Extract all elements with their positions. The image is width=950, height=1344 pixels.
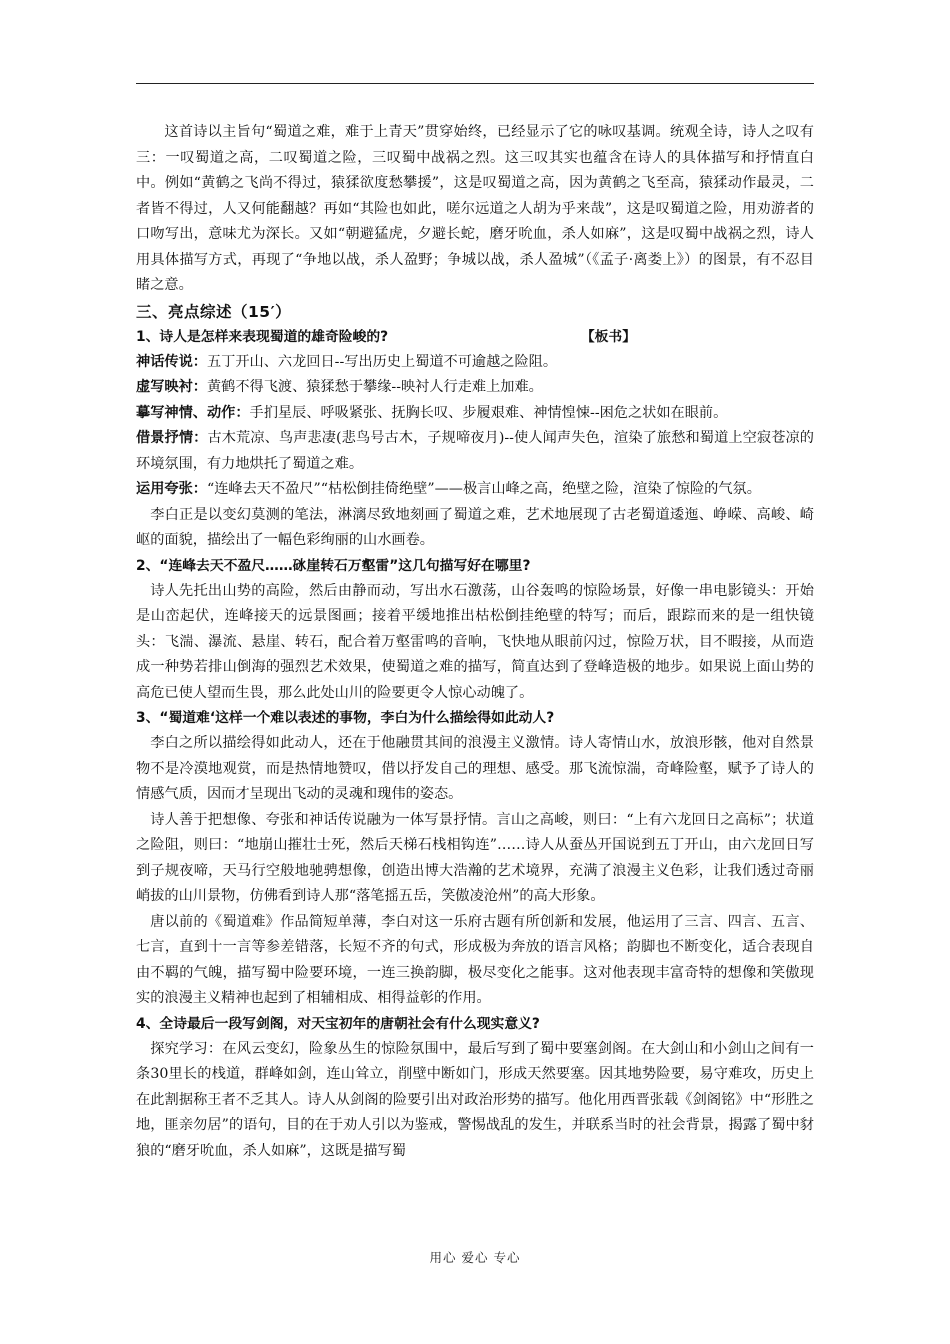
board-tag: 【板书】 — [580, 328, 636, 345]
q2-answer: 诗人先托出山势的高险，然后由静而动，写出水石激荡，山谷轰鸣的惊险场景，好像一串电影镜头：开始是山峦起伏，连峰接天的远景图画；接着平缓地推出枯松倒挂绝壁的特写；而后，跟踪而来的是一组快镜头：飞湍、瀑流、悬崖、转石，配合着万壑雷鸣的音响，飞快地从眼前闪过，惊险万状，目不暇接，从而造成一种势若排山倒海的强烈艺术效果，使蜀道之难的描写，简直达到了登峰造极的地步。如果说上面山势的高危已使人望而生畏，那么此处山川的险要更令人惊心动魄了。 — [136, 582, 814, 701]
q1-summary: 李白正是以变幻莫测的笔法，淋漓尽致地刻画了蜀道之难，艺术地展现了古老蜀道逶迤、峥嵘、高峻、崎岖的面貌，描绘出了一幅色彩绚丽的山水画卷。 — [136, 506, 814, 548]
q1-item-label: 摹写神情、动作 — [136, 404, 236, 421]
header-rule — [136, 83, 814, 84]
q1-item-text: 五丁开山、六龙回日--写出历史上蜀道不可逾越之险阻。 — [206, 353, 558, 370]
q1-item-exaggeration: 运用夸张：“连峰去天不盈尺”“枯松倒挂倚绝壁”——极言山峰之高，绝壁之险，渲染了惊险的气氛。 — [136, 481, 761, 497]
q1-item-scenery: 借景抒情：古木荒凉、鸟声悲凄(悲鸟号古木，子规啼夜月)--使人闻声失色，渲染了旅愁和蜀道上空寂苍凉的环境氛围，有力地烘托了蜀道之难。 — [136, 430, 814, 472]
question-4-title: 4、全诗最后一段写剑阁，对天宝初年的唐朝社会有什么现实意义? — [136, 1015, 540, 1032]
q3-answer-3: 唐以前的《蜀道难》作品简短单薄，李白对这一乐府古题有所创新和发展，他运用了三言、四言、五言、七言，直到十一言等参差错落，长短不齐的句式，形成极为奔放的语言风格；韵脚也不断变化，适合表现自由不羁的气魄，描写蜀中险要环境，一连三换韵脚，极尽变化之能事。这对他表现丰富奇特的想像和笑傲现实的浪漫主义精神也起到了相辅相成、相得益彰的作用。 — [136, 913, 814, 1006]
q3-answer-1: 李白之所以描绘得如此动人，还在于他融贯其间的浪漫主义激情。诗人寄情山水，放浪形骸，他对自然景物不是冷漠地观赏，而是热情地赞叹，借以抒发自己的理想、感受。那飞流惊湍，奇峰险壑，赋予了诗人的情感气质，因而才呈现出飞动的灵魂和瑰伟的姿态。 — [136, 735, 814, 802]
q1-item-label: 神话传说 — [136, 353, 193, 370]
q1-item-label: 借景抒情 — [136, 430, 194, 446]
q1-item-contrast: 虚写映衬：黄鹤不得飞渡、猿猱愁于攀缘--映衬人行走难上加难。 — [136, 379, 543, 395]
q1-item-label: 运用夸张 — [136, 481, 193, 497]
question-1-title — [136, 325, 814, 350]
question-2-title: 2、“连峰去天不盈尺……砯崖转石万壑雷”这几句描写好在哪里? — [136, 557, 531, 574]
question-3-title: 3、“蜀道难‘这样一个难以表述的事物，李白为什么描绘得如此动人? — [136, 710, 555, 726]
q1-item-text: 黄鹤不得飞渡、猿猱愁于攀缘--映衬人行走难上加难。 — [206, 379, 543, 395]
section-title: 三、亮点综述（15′） — [136, 302, 292, 321]
question-1-text: 1、诗人是怎样来表现蜀道的雄奇险峻的? — [136, 328, 389, 345]
document-body — [136, 120, 814, 1164]
q1-item-label: 虚写映衬 — [136, 379, 193, 395]
q1-item-myth: 神话传说：五丁开山、六龙回日--写出历史上蜀道不可逾越之险阻。 — [136, 353, 558, 370]
intro-paragraph: 这首诗以主旨句“蜀道之难，难于上青天”贯穿始终，已经显示了它的咏叹基调。统观全诗，诗人之叹有三：一叹蜀道之高，二叹蜀道之险，三叹蜀中战祸之烈。这三叹其实也蕴含在诗人的具体描写和抒情直白中。例如“黄鹤之飞尚不得过，猿猱欲度愁攀援”，这是叹蜀道之高，因为黄鹤之飞至高，猿猱动作最灵，二者皆不得过，人又何能翻越？再如“其险也如此，嗟尔远道之人胡为乎来哉”，这是叹蜀道之险，用劝游者的口吻写出，意味尤为深长。又如“朝避猛虎，夕避长蛇，磨牙吮血，杀人如麻”，这是叹蜀中战祸之烈，诗人用具体描写方式，再现了“争地以战，杀人盈野；争城以战，杀人盈城”（《孟子·离娄上》）的图景，有不忍目睹之意。 — [136, 124, 814, 293]
q3-answer-2: 诗人善于把想像、夸张和神话传说融为一体写景抒情。言山之高峻，则曰：“上有六龙回日之高标”；状道之险阻，则曰：“地崩山摧壮士死，然后天梯石栈相钩连”……诗人从蚕丛开国说到五丁开山，由六龙回日写到子规夜啼，天马行空般地驰骋想像，创造出博大浩瀚的艺术境界，充满了浪漫主义色彩，让我们透过奇丽峭拔的山川景物，仿佛看到诗人那“落笔摇五岳，笑傲凌沧州”的高大形象。 — [136, 811, 814, 904]
page-footer: 用心 爱心 专心 — [429, 1250, 521, 1265]
q4-answer: 探究学习：在风云变幻，险象丛生的惊险氛围中，最后写到了蜀中要塞剑阁。在大剑山和小剑山之间有一条30里长的栈道，群峰如剑，连山耸立，削壁中断如门，形成天然要塞。因其地势险要，易守难攻，历史上在此割据称王者不乏其人。诗人从剑阁的险要引出对政治形势的描写。他化用西晋张载《剑阁铭》中“形胜之地，匪亲勿居”的语句，目的在于劝人引以为鉴戒，警惕战乱的发生，并联系当时的社会背景，揭露了蜀中豺狼的“磨牙吮血，杀人如麻”，这既是描写蜀 — [136, 1040, 814, 1159]
q1-item-text: 手扪星辰、呼吸紧张、抚胸长叹、步履艰难、神情惶悚--困危之状如在眼前。 — [249, 404, 728, 421]
q1-item-text: 古木荒凉、鸟声悲凄(悲鸟号古木，子规啼夜月)--使人闻声失色，渲染了旅愁和蜀道上空寂苍凉的环境氛围，有力地烘托了蜀道之难。 — [136, 430, 814, 472]
q1-item-expression: 摹写神情、动作：手扪星辰、呼吸紧张、抚胸长叹、步履艰难、神情惶悚--困危之状如在眼前。 — [136, 404, 728, 421]
q1-item-text: “连峰去天不盈尺”“枯松倒挂倚绝壁”——极言山峰之高，绝壁之险，渲染了惊险的气氛。 — [206, 481, 761, 497]
